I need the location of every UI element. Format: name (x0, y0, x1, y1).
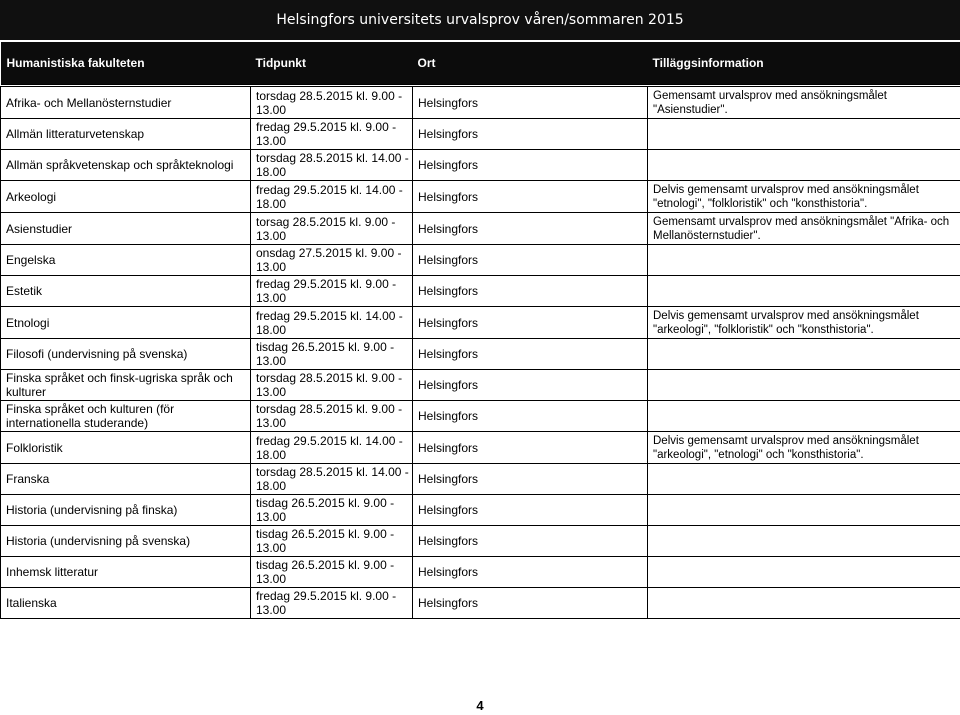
info-cell (648, 150, 960, 181)
faculty-cell: Arkeologi (1, 181, 251, 213)
time-cell: fredag 29.5.2015 kl. 14.00 - 18.00 (251, 181, 413, 213)
time-cell: torsdag 28.5.2015 kl. 9.00 - 13.00 (251, 401, 413, 432)
table-row (1, 276, 960, 307)
place-cell: Helsingfors (413, 307, 648, 339)
header-faculty: Humanistiska fakulteten (1, 42, 251, 85)
faculty-cell: Filosofi (undervisning på svenska) (1, 339, 251, 370)
table-row (1, 464, 960, 495)
table-row (1, 307, 960, 339)
info-cell (648, 339, 960, 370)
time-cell: onsdag 27.5.2015 kl. 9.00 - 13.00 (251, 245, 413, 276)
header-info: Tilläggsinformation (648, 42, 960, 85)
info-cell: Delvis gemensamt urvalsprov med ansökningsmålet "arkeologi", "etnologi" och "konsthistoria". (648, 432, 960, 464)
info-cell: Delvis gemensamt urvalsprov med ansökningsmålet "etnologi", "folkloristik" och "konsthistoria". (648, 181, 960, 213)
time-cell: tisdag 26.5.2015 kl. 9.00 - 13.00 (251, 557, 413, 588)
time-cell: fredag 29.5.2015 kl. 9.00 - 13.00 (251, 119, 413, 150)
info-cell: Gemensamt urvalsprov med ansökningsmålet "Afrika- och Mellanösternstudier". (648, 213, 960, 245)
faculty-cell: Allmän litteraturvetenskap (1, 119, 251, 150)
table-row (1, 370, 960, 401)
place-cell: Helsingfors (413, 401, 648, 432)
place-cell: Helsingfors (413, 276, 648, 307)
table-row (1, 526, 960, 557)
table-header-row (1, 42, 960, 85)
time-cell: torsdag 28.5.2015 kl. 14.00 - 18.00 (251, 464, 413, 495)
table-row (1, 245, 960, 276)
place-cell: Helsingfors (413, 464, 648, 495)
header-place: Ort (413, 42, 648, 85)
place-cell: Helsingfors (413, 370, 648, 401)
info-cell (648, 370, 960, 401)
table-row (1, 432, 960, 464)
time-cell: fredag 29.5.2015 kl. 14.00 - 18.00 (251, 432, 413, 464)
table-row (1, 119, 960, 150)
info-cell (648, 276, 960, 307)
faculty-cell: Inhemsk litteratur (1, 557, 251, 588)
faculty-cell: Etnologi (1, 307, 251, 339)
table-row (1, 495, 960, 526)
info-cell (648, 495, 960, 526)
time-cell: torsdag 28.5.2015 kl. 14.00 - 18.00 (251, 150, 413, 181)
faculty-cell: Estetik (1, 276, 251, 307)
time-cell: tisdag 26.5.2015 kl. 9.00 - 13.00 (251, 339, 413, 370)
place-cell: Helsingfors (413, 495, 648, 526)
place-cell: Helsingfors (413, 150, 648, 181)
faculty-cell: Asienstudier (1, 213, 251, 245)
info-cell (648, 557, 960, 588)
exam-schedule-table (0, 42, 960, 619)
place-cell: Helsingfors (413, 245, 648, 276)
table-row (1, 557, 960, 588)
time-cell: fredag 29.5.2015 kl. 9.00 - 13.00 (251, 276, 413, 307)
time-cell: torsdag 28.5.2015 kl. 9.00 - 13.00 (251, 87, 413, 119)
faculty-cell: Allmän språkvetenskap och språkteknologi (1, 150, 251, 181)
faculty-cell: Engelska (1, 245, 251, 276)
time-cell: torsdag 28.5.2015 kl. 9.00 - 13.00 (251, 370, 413, 401)
table-row (1, 213, 960, 245)
place-cell: Helsingfors (413, 588, 648, 619)
info-cell (648, 245, 960, 276)
faculty-cell: Finska språket och kulturen (för internationella studerande) (1, 401, 251, 432)
faculty-cell: Folkloristik (1, 432, 251, 464)
place-cell: Helsingfors (413, 213, 648, 245)
faculty-cell: Franska (1, 464, 251, 495)
table-row (1, 87, 960, 119)
faculty-cell: Historia (undervisning på svenska) (1, 526, 251, 557)
place-cell: Helsingfors (413, 339, 648, 370)
table-row (1, 150, 960, 181)
info-cell: Gemensamt urvalsprov med ansökningsmålet "Asienstudier". (648, 87, 960, 119)
place-cell: Helsingfors (413, 87, 648, 119)
time-cell: fredag 29.5.2015 kl. 9.00 - 13.00 (251, 588, 413, 619)
banner-title: Helsingfors universitets urvalsprov våren/sommaren 2015 (276, 12, 684, 28)
info-cell (648, 464, 960, 495)
faculty-cell: Historia (undervisning på finska) (1, 495, 251, 526)
faculty-cell: Afrika- och Mellanösternstudier (1, 87, 251, 119)
table-row (1, 339, 960, 370)
time-cell: tisdag 26.5.2015 kl. 9.00 - 13.00 (251, 495, 413, 526)
place-cell: Helsingfors (413, 526, 648, 557)
faculty-cell: Finska språket och finsk-ugriska språk och kulturer (1, 370, 251, 401)
place-cell: Helsingfors (413, 557, 648, 588)
info-cell: Delvis gemensamt urvalsprov med ansökningsmålet "arkeologi", "folkloristik" och "konsthistoria". (648, 307, 960, 339)
info-cell (648, 526, 960, 557)
info-cell (648, 588, 960, 619)
table-row (1, 588, 960, 619)
time-cell: torsag 28.5.2015 kl. 9.00 - 13.00 (251, 213, 413, 245)
page-number: 4 (476, 698, 484, 713)
table-body (1, 85, 960, 619)
faculty-cell: Italienska (1, 588, 251, 619)
document-banner (0, 0, 960, 40)
place-cell: Helsingfors (413, 181, 648, 213)
info-cell (648, 401, 960, 432)
time-cell: fredag 29.5.2015 kl. 14.00 - 18.00 (251, 307, 413, 339)
place-cell: Helsingfors (413, 119, 648, 150)
table-row (1, 181, 960, 213)
header-time: Tidpunkt (251, 42, 413, 85)
time-cell: tisdag 26.5.2015 kl. 9.00 - 13.00 (251, 526, 413, 557)
table-row (1, 401, 960, 432)
info-cell (648, 119, 960, 150)
place-cell: Helsingfors (413, 432, 648, 464)
